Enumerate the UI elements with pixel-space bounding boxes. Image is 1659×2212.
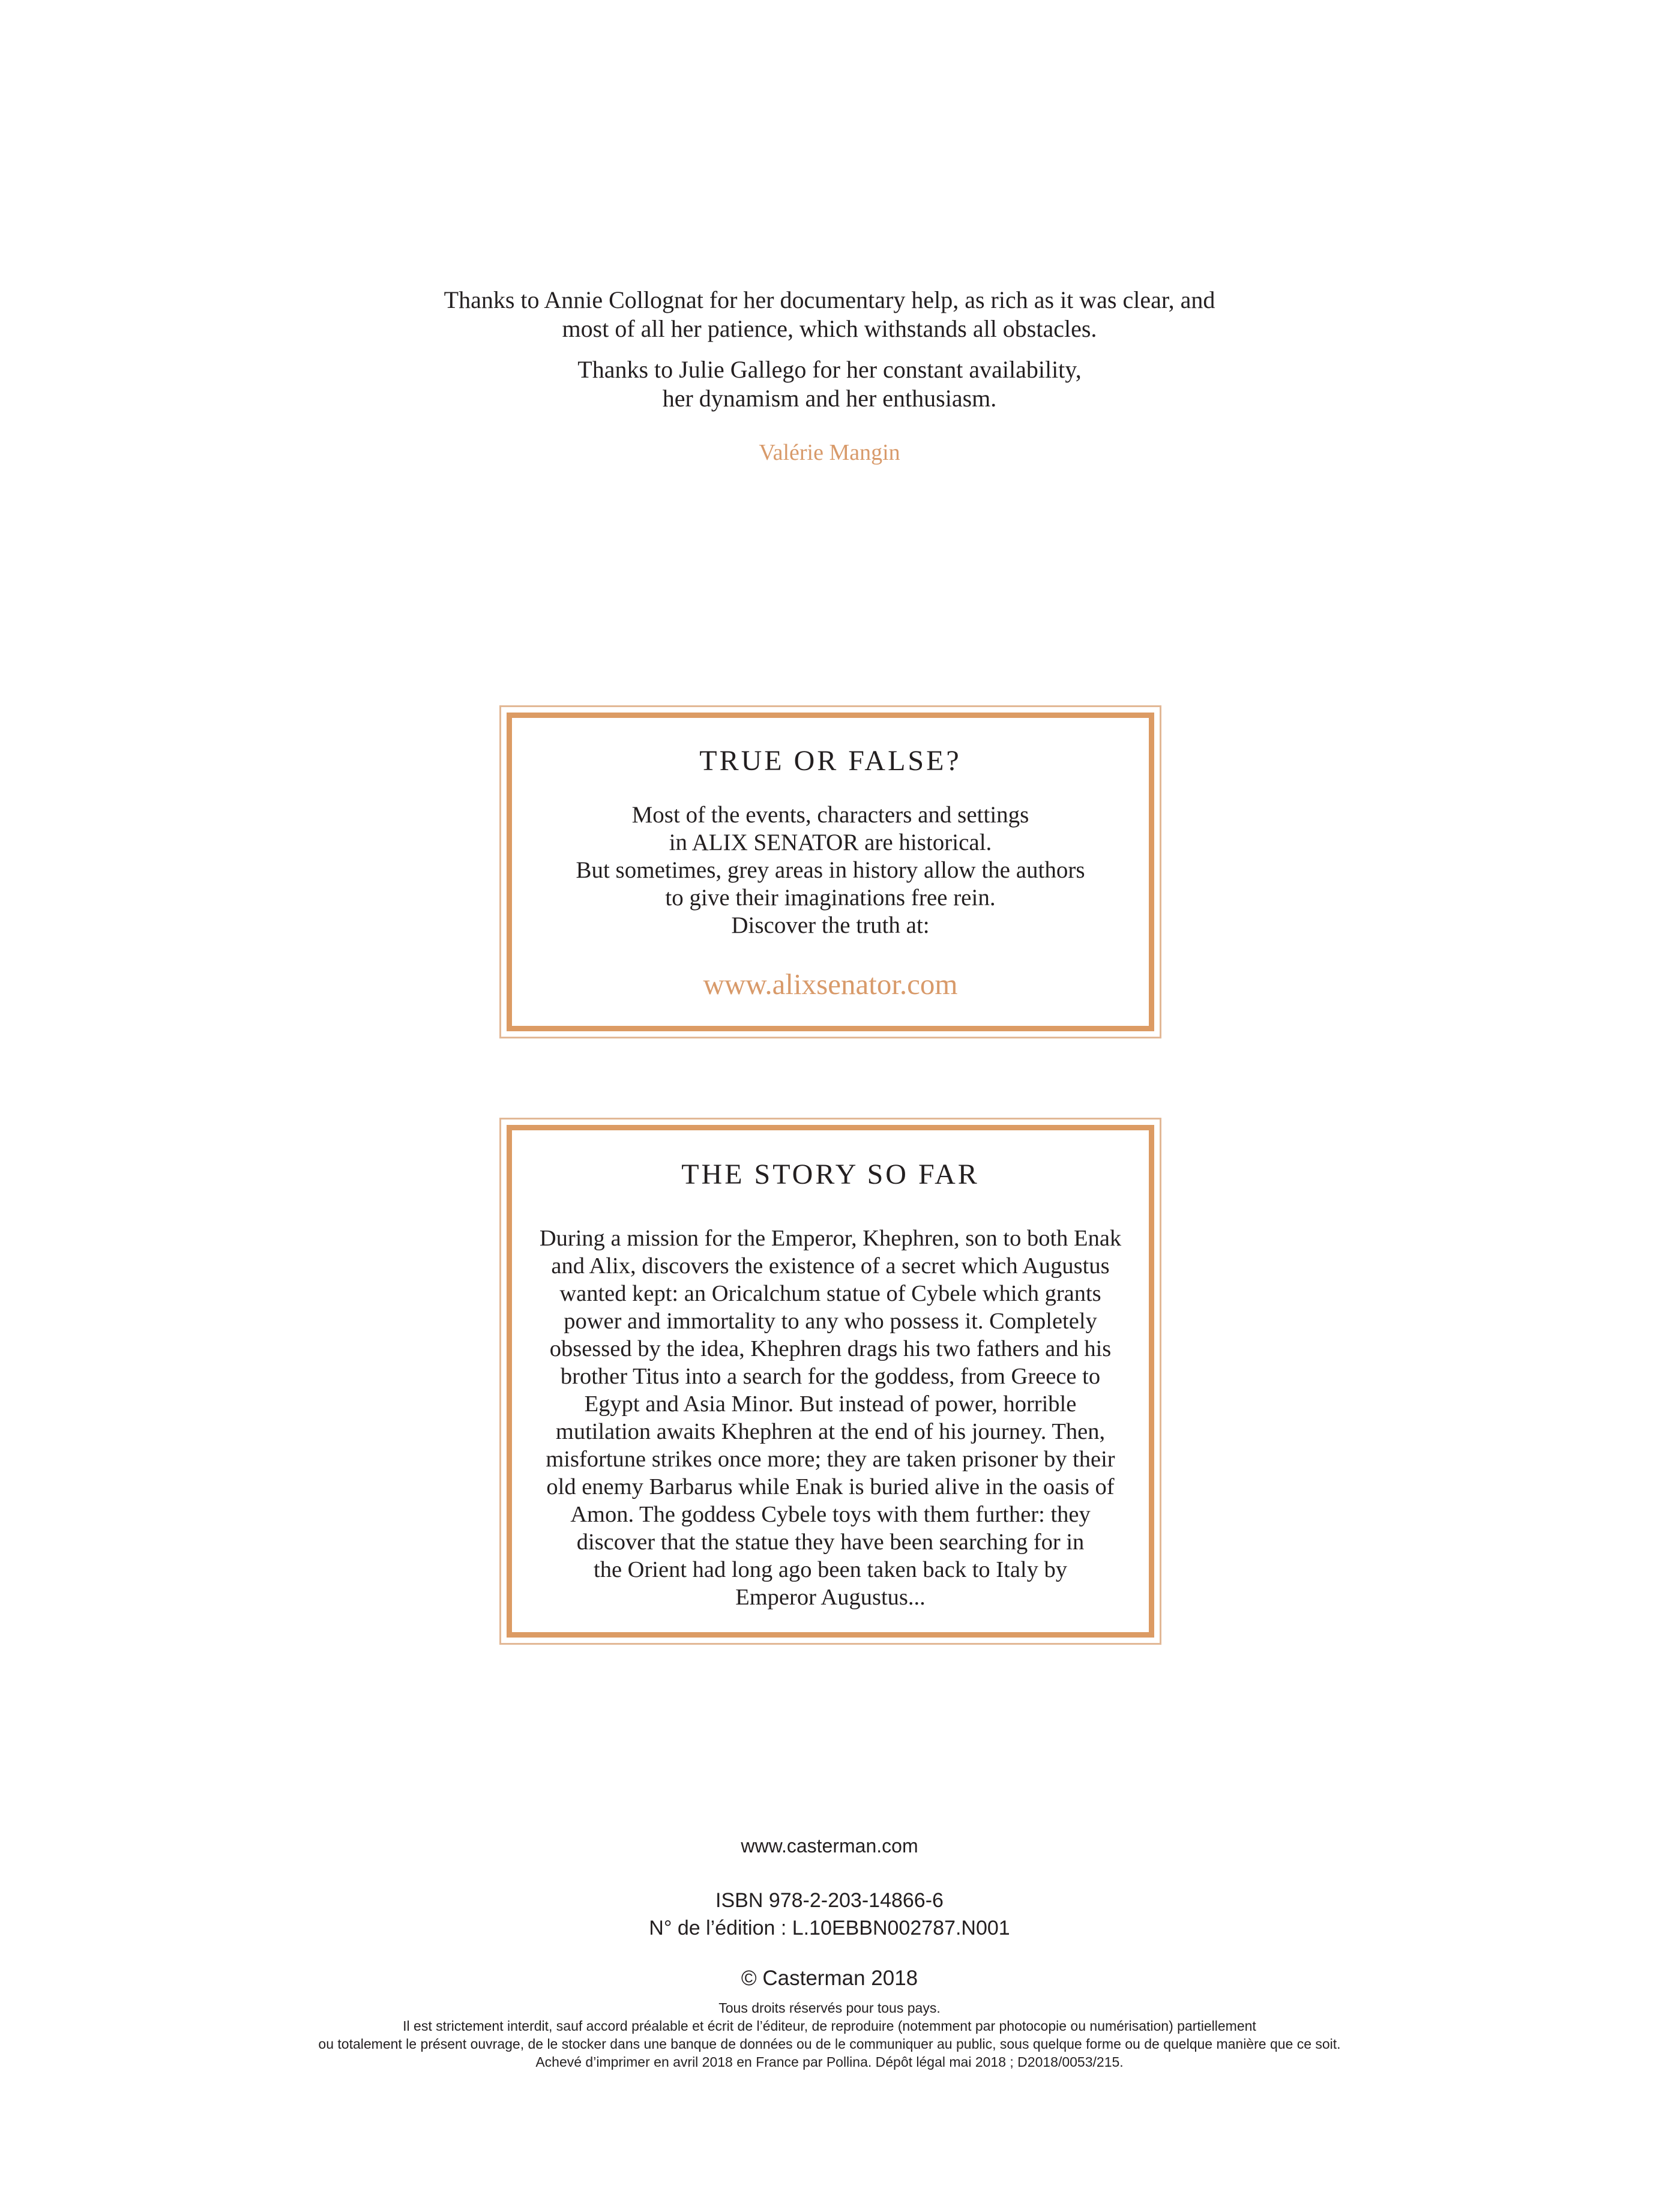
copyright [0,1966,1659,1990]
text-line: Most of the events, characters and settings [631,802,1029,828]
text-line: misfortune strikes once more; they are taken prisoner by their [546,1447,1115,1472]
text-line: power and immortality to any who possess it. Completely [564,1309,1097,1334]
acknowledgement-line: Thanks to Julie Gallego for her constant availability, [577,356,1082,383]
text-line: old enemy Barbarus while Enak is buried alive in the oasis of [546,1474,1115,1499]
copyright-text: © Casterman 2018 [741,1966,918,1990]
story-so-far-title: THE STORY SO FAR [681,1159,980,1190]
legal-notice [0,1999,1659,2071]
text-line: Discover the truth at: [731,912,930,938]
publisher-website [0,1835,1659,1857]
text-line: But sometimes, grey areas in history allow the authors [576,857,1085,883]
story-so-far-box [499,1118,1161,1645]
acknowledgement-line: her dynamism and her enthusiasm. [662,385,997,412]
text-line: mutilation awaits Khephren at the end of his journey. Then, [555,1419,1106,1444]
text-line: and Alix, discovers the existence of a secret which Augustus [551,1253,1110,1279]
alixsenator-link[interactable]: www.alixsenator.com [703,968,958,1001]
text-line: in ALIX SENATOR are historical. [669,830,992,855]
text-line: the Orient had long ago been taken back to Italy by [594,1557,1067,1582]
legal-line: Achevé d’imprimer en avril 2018 en France par Pollina. Dépôt légal mai 2018 ; D2018/0053/215. [535,2054,1124,2070]
acknowledgement-line: Thanks to Annie Collognat for her documentary help, as rich as it was clear, and [444,286,1215,313]
text-line: obsessed by the idea, Khephren drags his two fathers and his [549,1336,1112,1361]
true-or-false-title: TRUE OR FALSE? [699,745,962,777]
edition-number: N° de l’édition : L.10EBBN002787.N001 [649,1917,1010,1939]
text-line: wanted kept: an Oricalchum statue of Cybele which grants [559,1281,1101,1306]
signature: Valérie Mangin [759,440,900,465]
true-or-false-text [512,801,1149,939]
isbn-block [0,1887,1659,1942]
acknowledgements [0,286,1659,467]
isbn: ISBN 978-2-203-14866-6 [715,1889,944,1912]
text-line: brother Titus into a search for the goddess, from Greece to [560,1364,1101,1389]
story-so-far-frame [507,1125,1154,1638]
legal-line: Tous droits réservés pour tous pays. [718,2000,941,2016]
true-or-false-box [499,705,1161,1038]
text-line: to give their imaginations free rein. [665,885,996,911]
legal-line: ou totalement le présent ouvrage, de le stocker dans une banque de données ou de le communiquer au public, sous quelque forme ou de quelque manière que ce soit. [318,2036,1341,2052]
text-line: Egypt and Asia Minor. But instead of power, horrible [584,1391,1077,1417]
true-or-false-frame [507,713,1154,1031]
text-line: During a mission for the Emperor, Khephren, son to both Enak [539,1226,1122,1251]
text-line: discover that the statue they have been searching for in [576,1529,1085,1555]
story-so-far-text [529,1225,1132,1611]
legal-line: Il est strictement interdit, sauf accord préalable et écrit de l’éditeur, de reproduire (notemment par photocopie ou numérisation) partiellement [403,2018,1256,2034]
text-line: Amon. The goddess Cybele toys with them further: they [570,1502,1091,1527]
casterman-link[interactable]: www.casterman.com [741,1835,918,1857]
acknowledgement-line: most of all her patience, which withstands all obstacles. [562,315,1097,342]
text-line: Emperor Augustus... [735,1585,926,1610]
